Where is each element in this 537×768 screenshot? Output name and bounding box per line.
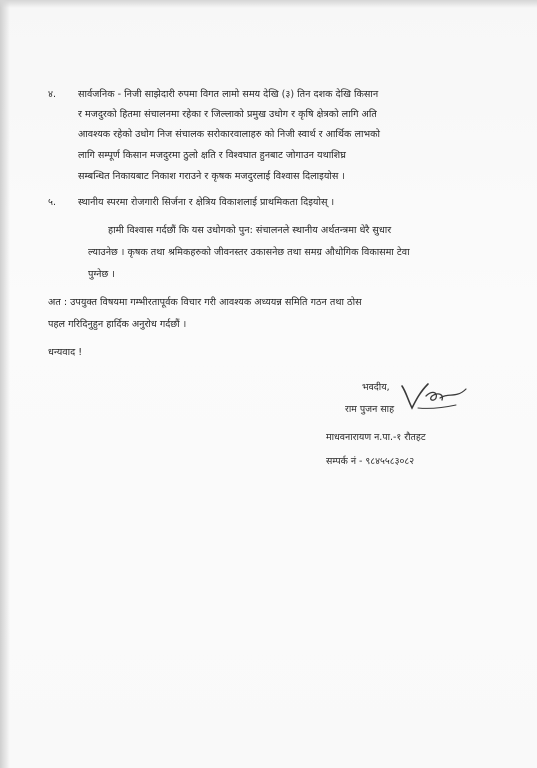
request-line-1: अत : उपयुक्त विषयमा गम्भीरतापूर्वक विचार गरी आवश्यक अध्ययन्न समिति गठन तथा ठोस — [48, 297, 362, 308]
point-5-line-1: स्थानीय स्परमा रोजगारी सिर्जना र क्षेत्रिय विकाशलाई प्राथमिकता दिइयोस् । — [78, 197, 335, 208]
belief-line-2: ल्याउनेछ । कृषक तथा श्रमिकहरुको जीवनस्तर उकासनेछ तथा समग्र औधोगिक विकासमा टेवा — [88, 247, 410, 258]
sender-name: राम पुजन साह — [345, 404, 395, 415]
handwritten-signature — [398, 378, 468, 416]
point-4-line-1: सार्वजनिक - निजी साझेदारी रुपमा विगत लामो समय देखि (३) तिन दशक देखि किसान — [78, 89, 379, 100]
belief-line-3: पुग्नेछ । — [88, 269, 115, 280]
point-4-line-4: लागि सम्पूर्ण किसान मजदुरमा ठुलो क्षति र विश्वघात हुनबाट जोगाउन यथाशिघ्र — [78, 150, 346, 161]
point-4-line-5: सम्बन्धित निकायबाट निकाश गराउने र कृषक मजदुरलाई विश्वास दिलाइयोस । — [78, 171, 346, 182]
point-4-number: ४. — [48, 89, 57, 100]
point-4-line-2: र मजदुरको हितमा संचालनमा रहेका र जिल्लाको प्रमुख उधोग र कृषि क्षेत्रको लागि अति — [78, 109, 377, 120]
point-4-line-3: आवश्यक रहेको उधोग निज संचालक सरोकारवालाहरु को निजी स्वार्थ र आर्थिक लाभको — [78, 129, 381, 140]
thanks-text: धन्यवाद ! — [48, 347, 83, 358]
closing-text: भवदीय, — [362, 382, 390, 393]
point-5-number: ५. — [48, 197, 57, 208]
request-line-2: पहल गरिदिनुहुन हार्दिक अनुरोध गर्दछौं । — [48, 319, 187, 330]
page-top-shadow — [0, 0, 537, 8]
sender-contact: सम्पर्क नं - ९८४५५८३०८२ — [326, 456, 415, 467]
belief-line-1: हामी विश्वास गर्दछौं कि यस उधोगको पुन: संचालनले स्थानीय अर्थतन्त्रमा धेरै सुधार — [108, 225, 392, 236]
page-edge-shadow — [0, 0, 10, 768]
sender-address: माधवनारायण न.पा.-१ रौतहट — [326, 432, 426, 443]
